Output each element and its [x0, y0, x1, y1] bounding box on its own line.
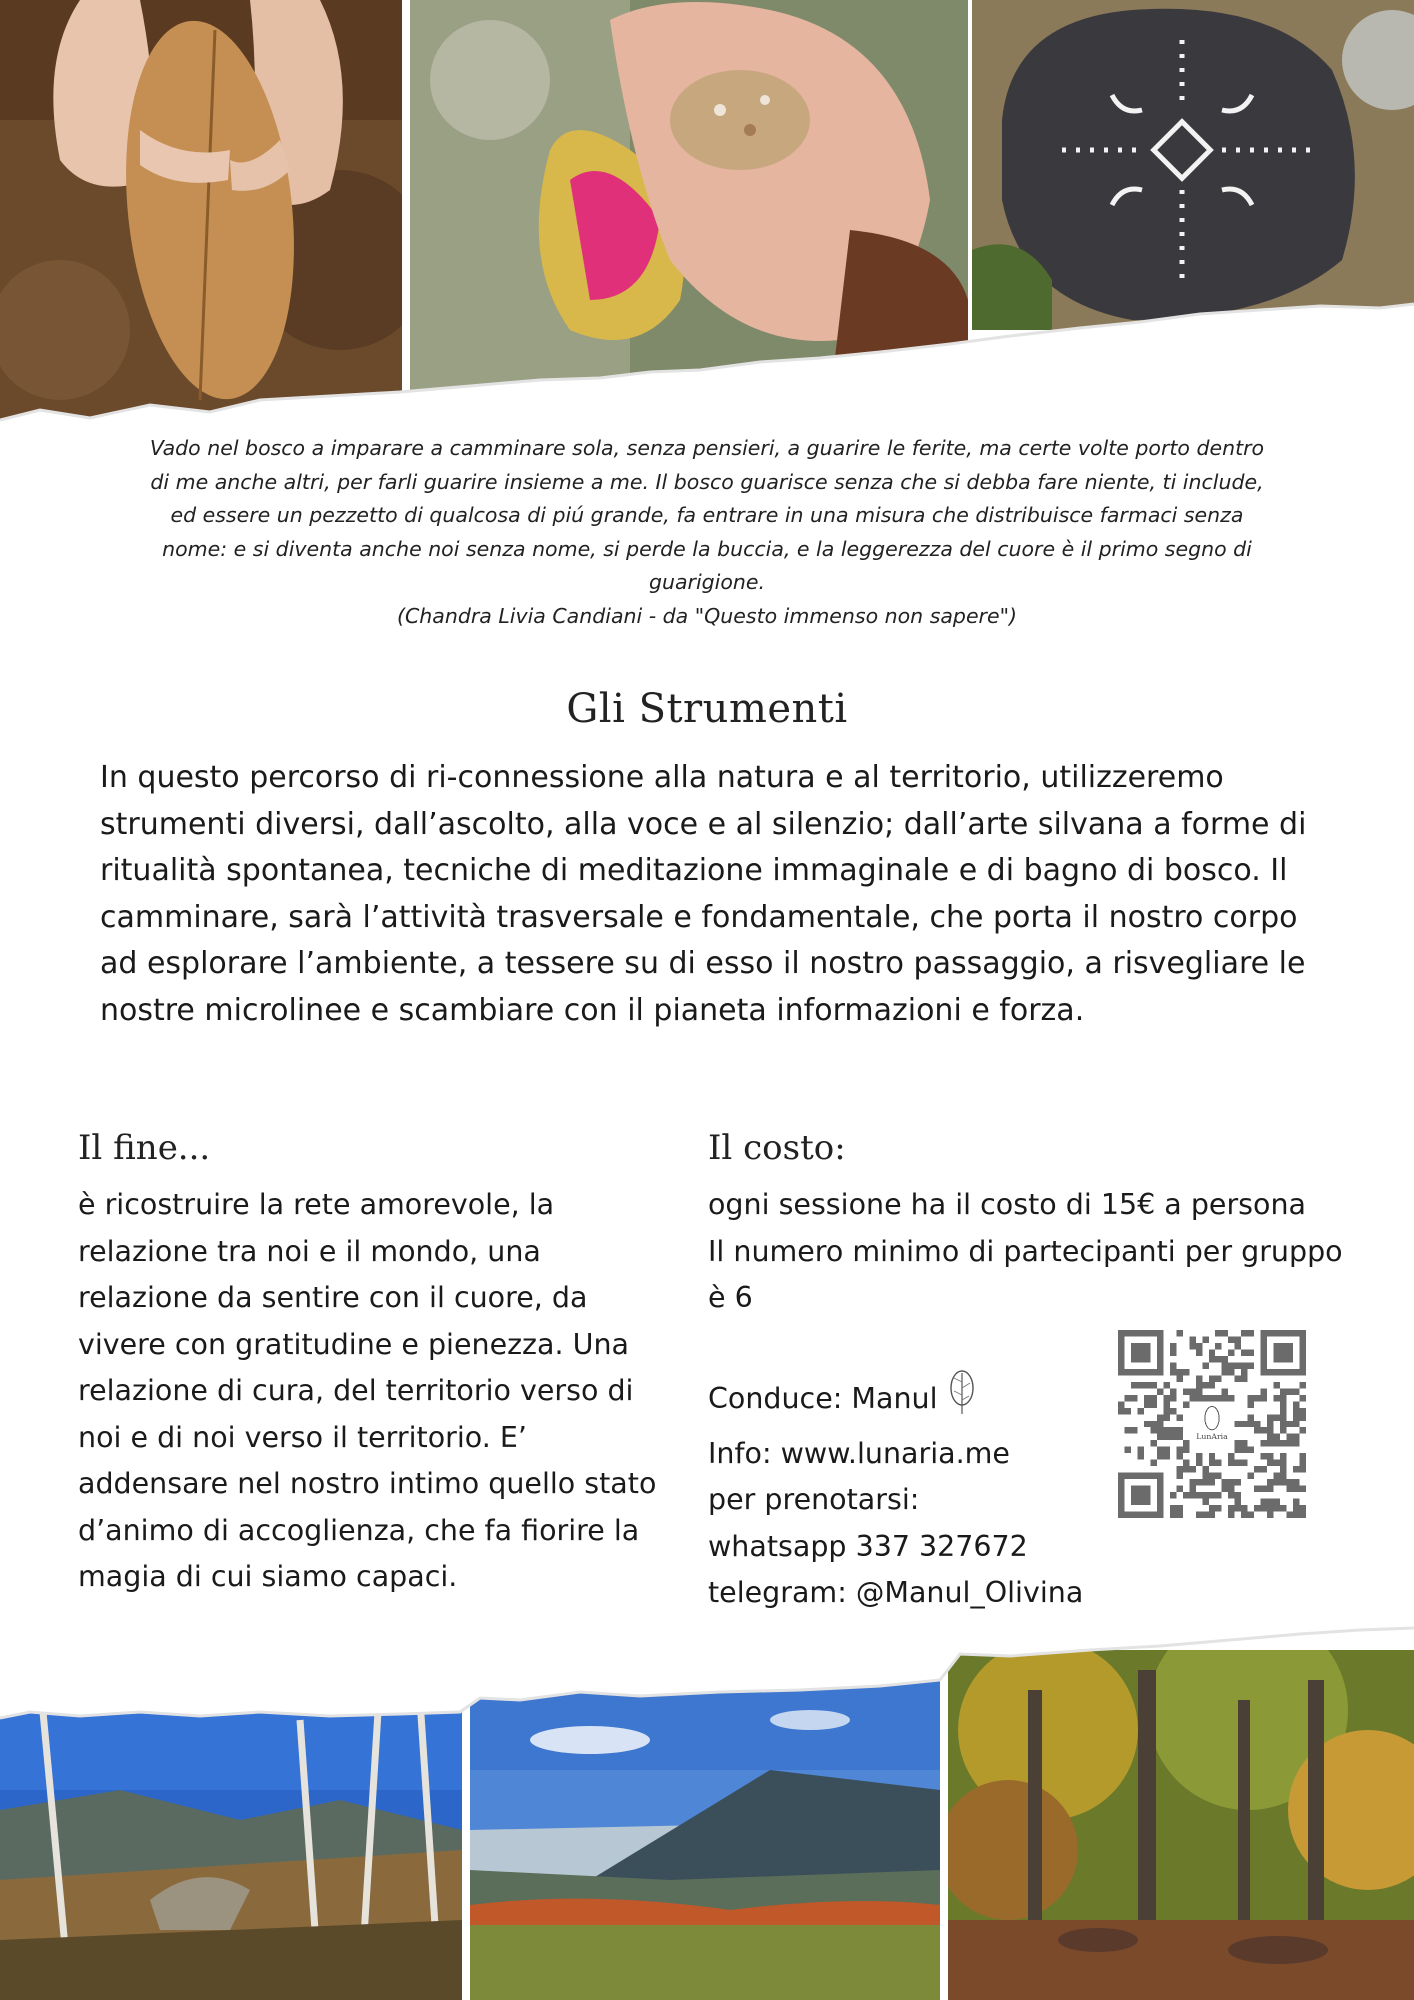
conduce-text: Conduce: Manul [708, 1382, 938, 1415]
section-title-costo: Il costo: [708, 1128, 846, 1168]
info-link[interactable]: Info: www.lunaria.me [708, 1436, 1010, 1470]
painted-stone-photo [972, 0, 1414, 330]
leaf-icon [948, 1368, 976, 1431]
prenotarsi-label: per prenotarsi: [708, 1483, 920, 1516]
quote-block [140, 432, 1274, 633]
costo-min-participants: Il numero minimo di partecipanti per gruppo è 6 [708, 1234, 1343, 1314]
strumenti-body: In questo percorso di ri-connessione alla natura e al territorio, utilizzeremo strumenti diversi, dall’ascolto, alla voce e al silenzio; dall’arte silvana a forme di ritualità spontanea, tecniche di meditazione immaginale e di bagno di bosco. Il camminare, sarà l’attività trasversale e fondamentale, che porta il nostro corpo ad esplorare l’ambiente, a tessere su di esso il nostro passaggio, a risvegliare le nostre microlinee e scambiare con il pianeta informazioni e forza. [100, 760, 1307, 1028]
torn-paper-edge-bottom [0, 1620, 1414, 1730]
whatsapp-contact[interactable]: whatsapp 337 327672 [708, 1529, 1028, 1563]
section-title-fine: Il fine... [78, 1128, 211, 1168]
costo-price: ogni sessione ha il costo di 15€ a persona [708, 1188, 1306, 1221]
fine-body: è ricostruire la rete amorevole, la relazione tra noi e il mondo, una relazione da sentire con il cuore, da vivere con gratitudine e pienezza. Una relazione di cura, del territorio verso di noi e di noi verso il territorio. E’ addensare nel nostro intimo quello stato d’animo di accoglienza, che fa fiorire la magia di cui siamo capaci. [78, 1188, 657, 1593]
quote-text: Vado nel bosco a imparare a camminare sola, senza pensieri, a guarire le ferite, ma certe volte porto dentro di me anche altri, per farli guarire insieme a me. Il bosco guarisce senza che si debba fare niente, ti include, ed essere un pezzetto di qualcosa di piú grande, fa entrare in una misura che distribuisce farmaci senza nome: e si diventa anche noi senza nome, si perde la buccia, e la leggerezza del cuore è il primo segno di guarigione. [149, 436, 1265, 594]
torn-paper-edge-top [0, 300, 1414, 430]
section-title-strumenti: Gli Strumenti [566, 686, 848, 732]
quote-attribution: (Chandra Livia Candiani - da "Questo immenso non sapere") [396, 603, 1018, 628]
telegram-contact[interactable]: telegram: @Manul_Olivina [708, 1576, 1084, 1609]
qr-code[interactable] [1118, 1330, 1306, 1518]
qr-logo-text: LunAria [1196, 1431, 1228, 1441]
